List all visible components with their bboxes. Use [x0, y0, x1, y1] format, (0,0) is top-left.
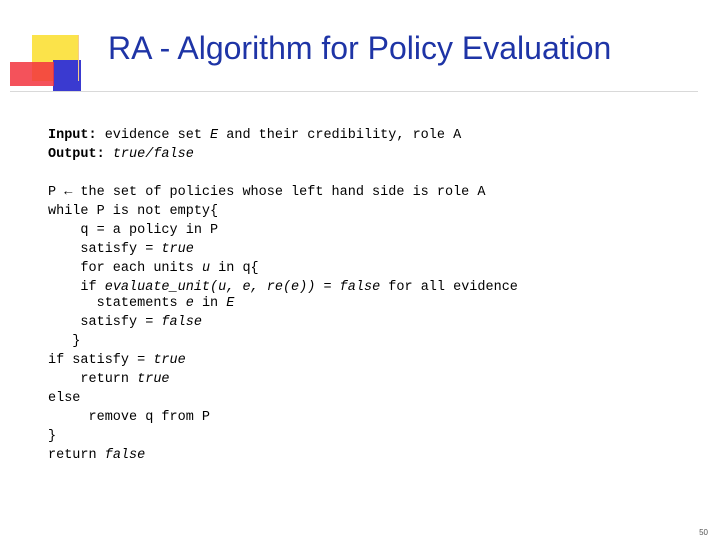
code-line-9: }	[48, 334, 81, 349]
decor-blue-square	[53, 60, 81, 92]
algorithm-block	[48, 126, 518, 465]
code-line-8	[48, 313, 518, 332]
code-text: in q{	[210, 261, 259, 276]
input-label: Input:	[48, 128, 97, 143]
title-divider	[10, 91, 698, 92]
code-text: return	[48, 372, 138, 387]
code-line-15	[48, 446, 518, 465]
code-line-6	[48, 278, 518, 294]
code-line-4	[48, 240, 518, 259]
decor-red-square	[10, 62, 54, 86]
blank-line	[48, 164, 518, 183]
page-number: 50	[699, 528, 708, 537]
code-line-11	[48, 370, 518, 389]
code-italic: false	[161, 315, 202, 330]
code-text: return	[48, 448, 105, 463]
input-evidence-set: E	[210, 128, 219, 143]
code-text: satisfy =	[48, 242, 162, 257]
decor-vertical-line	[78, 35, 79, 81]
input-line	[48, 126, 518, 145]
code-line-10	[48, 351, 518, 370]
code-italic: false	[104, 448, 146, 463]
code-text: if satisfy =	[48, 353, 154, 368]
code-line-12: else	[48, 391, 81, 406]
code-text: statements	[48, 296, 186, 311]
left-arrow-icon: ←	[64, 185, 73, 200]
slide-title: RA - Algorithm for Policy Evaluation	[108, 30, 612, 66]
code-text: for all evidence	[380, 280, 518, 295]
code-line-3: q = a policy in P	[48, 223, 219, 238]
output-line	[48, 145, 518, 164]
code-text: the set of policies whose left hand side is role A	[72, 185, 486, 200]
output-label: Output:	[48, 147, 105, 162]
code-italic: e	[185, 296, 194, 311]
code-text: satisfy =	[48, 315, 162, 330]
code-italic: true	[161, 242, 194, 257]
code-line-7	[48, 294, 518, 313]
code-line-14: }	[48, 429, 57, 444]
code-italic: false	[339, 280, 381, 295]
code-text: =	[315, 280, 340, 295]
code-italic: u	[201, 261, 211, 276]
code-text: in	[193, 296, 227, 311]
code-line-13: remove q from P	[48, 410, 211, 425]
output-value: true/false	[112, 147, 194, 162]
code-italic: true	[153, 353, 186, 368]
input-text: evidence set	[96, 128, 211, 143]
code-line-5	[48, 259, 518, 278]
code-line-1	[48, 183, 518, 202]
input-text-rest: and their credibility, role A	[218, 128, 462, 143]
code-italic: E	[226, 296, 235, 311]
code-italic: evaluate_unit(u, e, re(e))	[104, 280, 316, 295]
code-line-2: while P is not empty{	[48, 204, 219, 219]
code-italic: true	[137, 372, 170, 387]
code-text: if	[48, 280, 105, 295]
code-text: for each units	[48, 261, 202, 276]
code-text: P	[48, 185, 65, 200]
